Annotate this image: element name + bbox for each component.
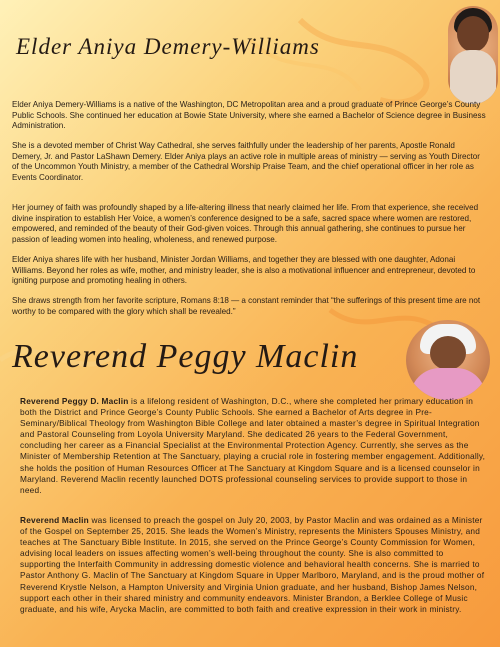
aniya-bio-paragraph-4: Elder Aniya shares life with her husband, Minister Jordan Williams, and together they are blessed with one daughter, Adonai Williams. Beyond her roles as wife, mother, and ministry leader, she is also a motivational influencer and entrepreneur, devoted to igniting purpose and promoting healing in others. [12,255,476,285]
peggy-bio-paragraph-2 [20,515,486,615]
aniya-portrait-photo [448,6,498,104]
peggy-bio-body-2: was licensed to preach the gospel on July 20, 2003, by Pastor Maclin and was ordained as a Minister of the Gospel on September 25, 2015. She leads the Women’s Ministry, represents the Ministers Spouses Ministry, and teaches at The Sanctuary Bible Institute. In 2015, she served on the Prince George’s County Commission for Women, advising local leaders on issues affecting women’s well-being throughout the county. She is also committed to supporting the Interfaith Community in addressing domestic violence and behavioral health concerns. She is married to Pastor Anthony G. Maclin of The Sanctuary at Kingdom Square in Upper Marlboro, Maryland, and is the proud mother of Reverend Krystle Nelson, a Hampton University and Virginia Union graduate, and her husband, Bishop James Nelson, support each other in their shared ministry and community endeavors. Minister Brandon, a Berklee College of Music graduate, and his wife, Arycka Maclin, are committed to both faith and creative expression in their work in ministry. [20,515,485,614]
peggy-name-lead-2: Reverend Maclin [20,515,89,525]
aniya-bio-paragraph-1: Elder Aniya Demery-Williams is a native of the Washington, DC Metropolitan area and a proud graduate of Prince George’s County Public Schools. She continued her education at Bowie State University, where she earned a Bachelor of Science degree in Business Administration. [12,100,486,130]
peggy-portrait-photo [406,320,490,400]
peggy-bio-paragraph-1 [20,396,486,496]
peggy-name-lead-1: Reverend Peggy D. Maclin [20,396,129,406]
aniya-bio-paragraph-2: She is a devoted member of Christ Way Cathedral, she serves faithfully under the leadership of her parents, Apostle Ronald Demery, Jr. and Pastor LaShawn Demery. Elder Aniya plays an active role in multiple areas of ministry — serving as Youth Director of the Uncommon Youth Ministry, a member of the Cathedral Worship Praise Team, and the chief operational officer in her role as Events Coordinator. [12,141,480,182]
profile-title-peggy: Reverend Peggy Maclin [12,338,359,375]
aniya-bio-paragraph-3: Her journey of faith was profoundly shaped by a life-altering illness that nearly claimed her life. From that experience, she received divine inspiration to establish Her Voice, a women’s conference designed to be a safe, sacred space where women are restored, empowered, and reminded of the beauty of their God-given voices. Through this annual gathering, she continues to pursue her passion of leading women into healing, wholeness, and renewed purpose. [12,203,479,244]
aniya-bio-paragraph-5: She draws strength from her favorite scripture, Romans 8:18 — a constant reminder that “the sufferings of this present time are not worthy to be compared with the glory which shall be revealed.” [12,296,481,316]
peggy-bio-body-1: is a lifelong resident of Washington, D.C., where she completed her primary education in both the District and Prince George’s County Public Schools. She earned a Bachelor of Arts degree in Pre-Seminary/Biblical Theology from Washington Bible College and later obtained a master’s degree in Spiritual Integration and Pastoral Counseling from Loyola University Maryland. She dedicated 26 years to the Federal Government, concluding her career as a Financial Specialist at the Environmental Protection Agency. Currently, she serves as the Minister of Membership Retention at The Sanctuary, playing a crucial role in fostering member engagement. Additionally, she holds the position of Human Resources Officer at The Sanctuary at Kingdom Square and is a licensed counselor in Maryland. Reverend Maclin recently launched DOTS professional counseling services to provide support to those in need. [20,396,486,495]
profile-title-aniya: Elder Aniya Demery-Williams [16,34,320,59]
